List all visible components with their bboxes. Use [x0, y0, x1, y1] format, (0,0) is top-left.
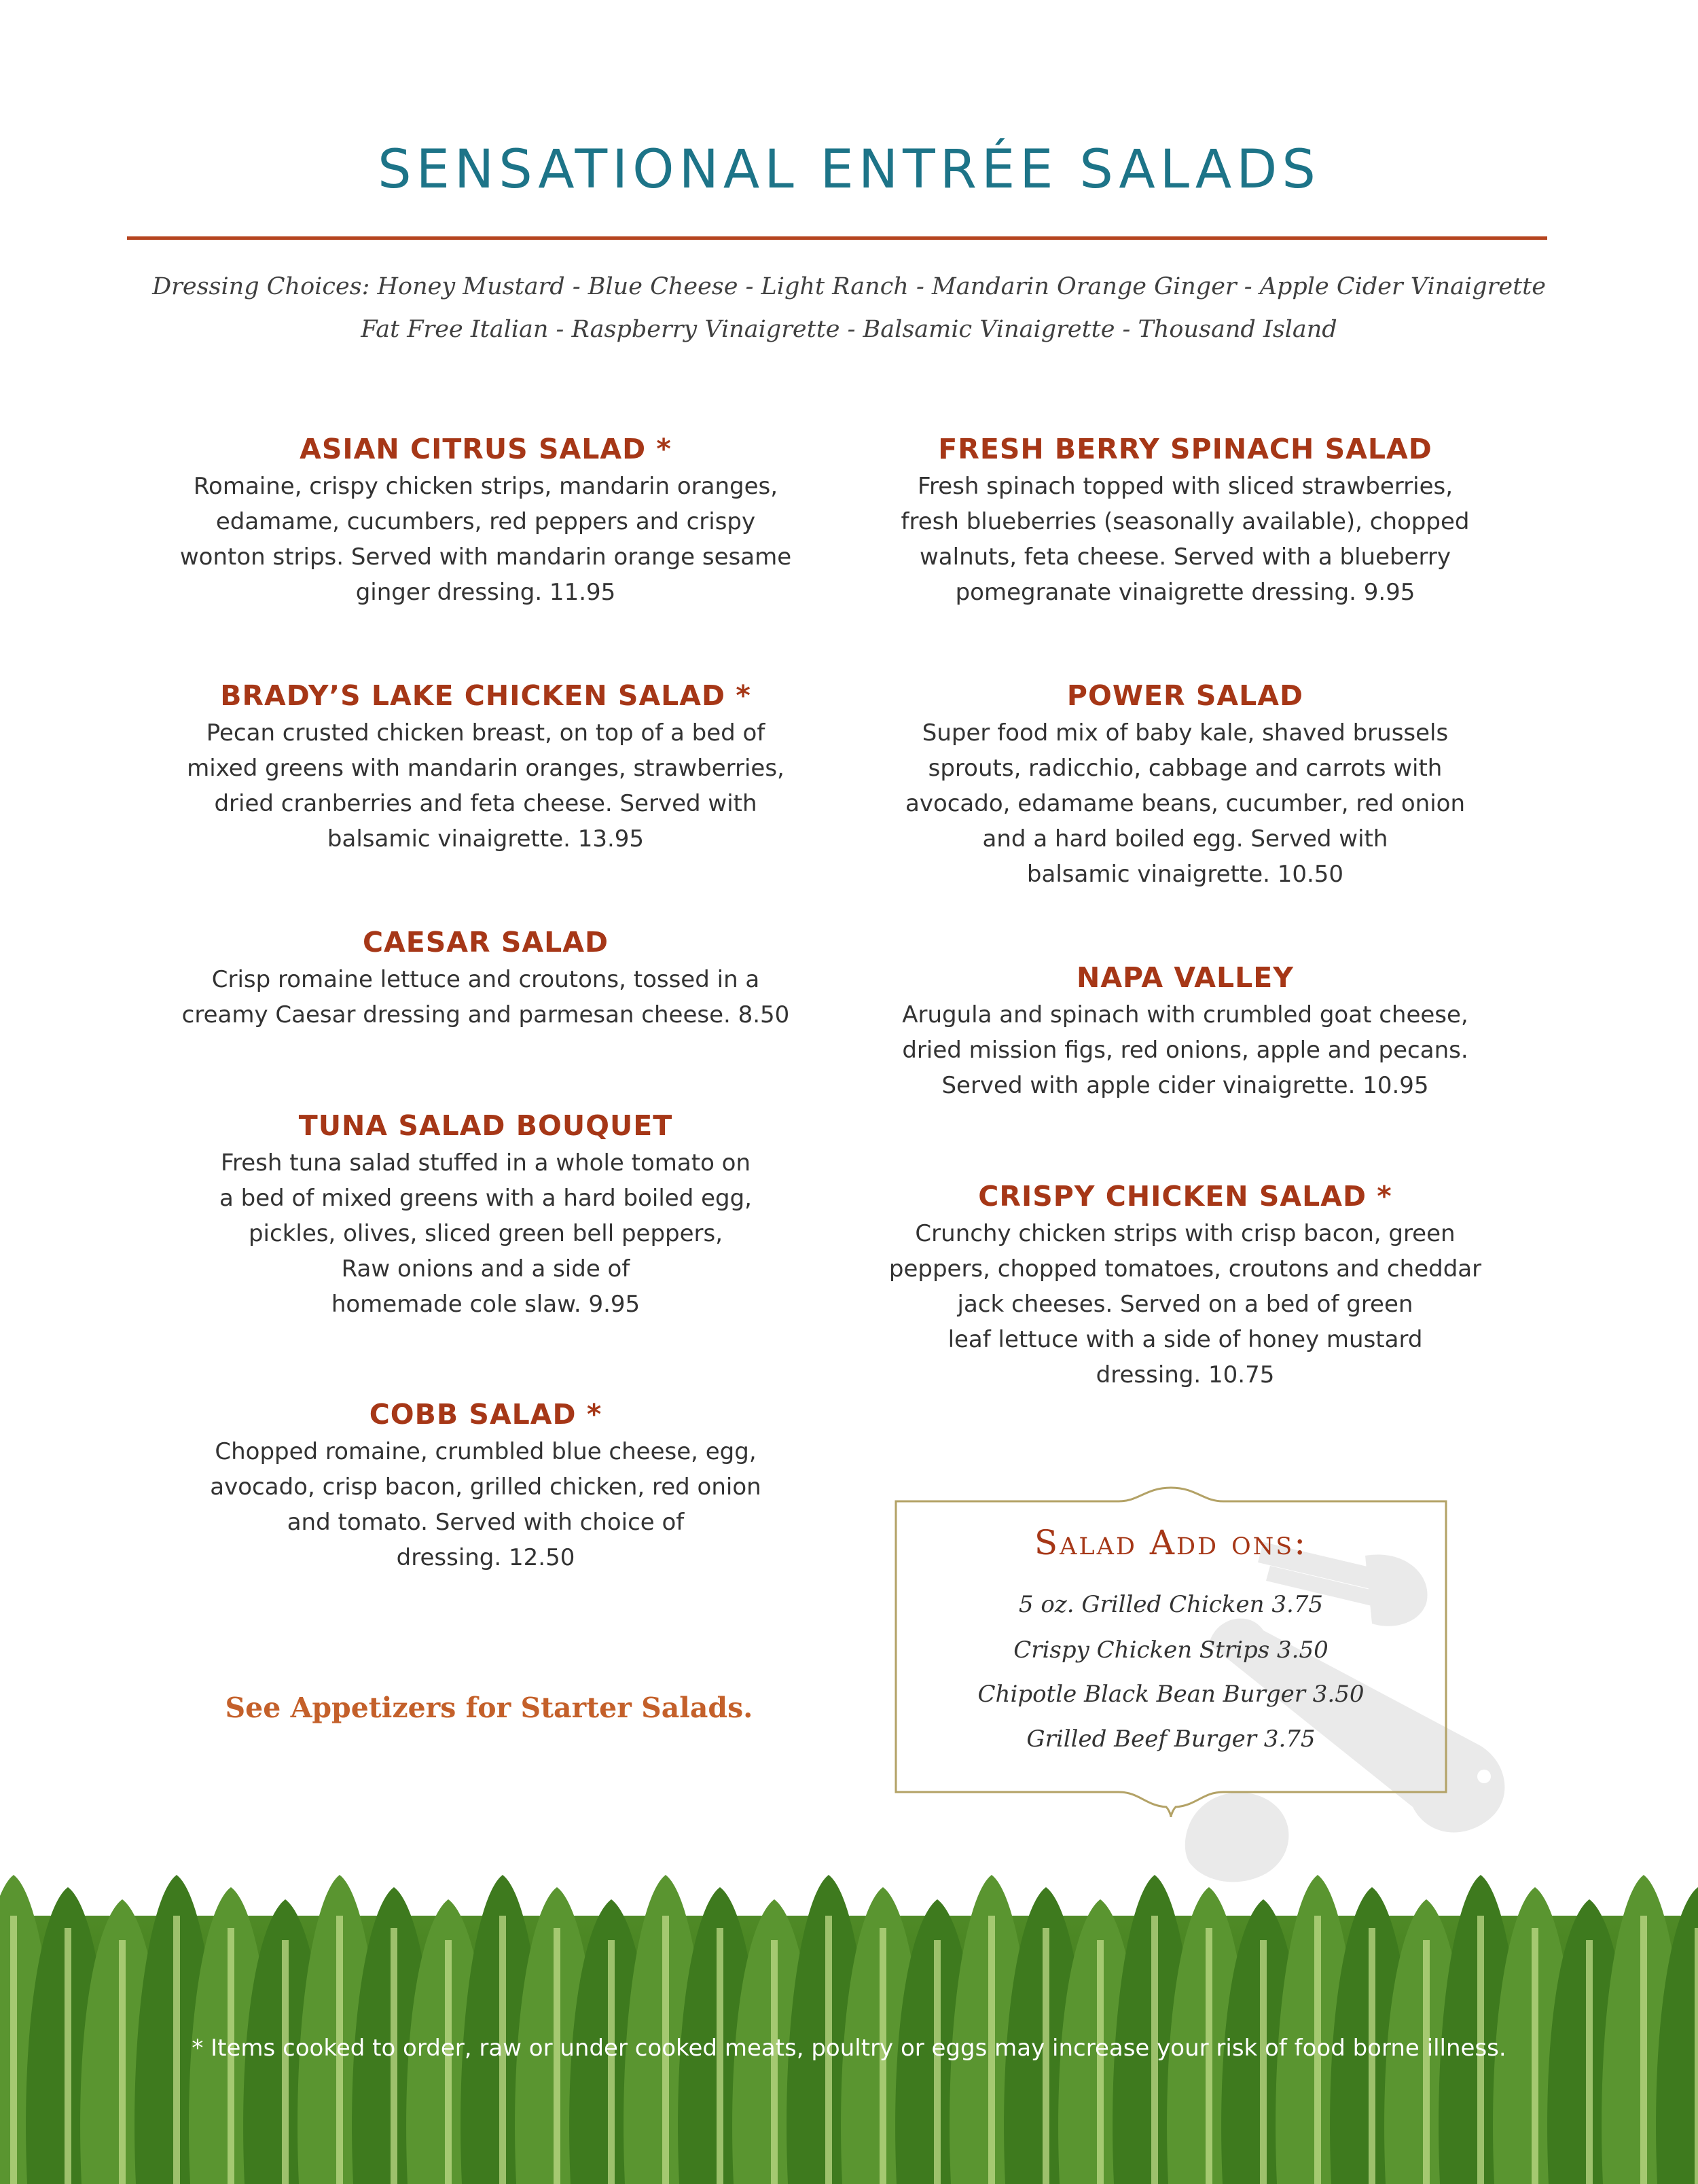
menu-item-line: jack cheeses. Served on a bed of green: [957, 1291, 1413, 1318]
lettuce-border-image: [0, 1861, 1698, 2184]
addon-item: Chipotle Black Bean Burger 3.50: [977, 1681, 1365, 1708]
addon-item: Grilled Beef Burger 3.75: [1026, 1725, 1316, 1753]
menu-item: [170, 1395, 801, 1575]
menu-item-line: peppers, chopped tomatoes, croutons and cheddar: [888, 1255, 1482, 1283]
menu-item: [170, 1106, 801, 1322]
dressing-choices-line-1: Dressing Choices: Honey Mustard - Blue Cheese - Light Ranch - Mandarin Orange Ginger - Apple Cider Vinaigrette: [152, 273, 1546, 300]
menu-item: [170, 429, 801, 610]
menu-item-line: Romaine, crispy chicken strips, mandarin oranges,: [193, 473, 778, 500]
menu-item-name: CAESAR SALAD: [362, 926, 609, 959]
menu-item-name: POWER SALAD: [1066, 679, 1304, 712]
menu-item-line: dressing. 12.50: [396, 1544, 575, 1571]
menu-item: [170, 676, 801, 857]
menu-item-name: NAPA VALLEY: [1077, 961, 1294, 994]
food-safety-footnote: * Items cooked to order, raw or under cooked meats, poultry or eggs may increase your risk of food borne illness.: [192, 2035, 1506, 2062]
addon-item: 5 oz. Grilled Chicken 3.75: [1018, 1591, 1324, 1618]
menu-item: [866, 1177, 1504, 1393]
menu-item-line: sprouts, radicchio, cabbage and carrots with: [928, 755, 1443, 782]
menu-item-line: fresh blueberries (seasonally available), chopped: [901, 508, 1470, 535]
menu-item-line: pomegranate vinaigrette dressing. 9.95: [955, 579, 1415, 606]
menu-item-name: BRADY’S LAKE CHICKEN SALAD *: [220, 679, 751, 712]
menu-item-line: and tomato. Served with choice of: [287, 1509, 685, 1536]
menu-item-name: FRESH BERRY SPINACH SALAD: [938, 433, 1432, 465]
menu-item-line: a bed of mixed greens with a hard boiled egg,: [219, 1185, 752, 1212]
menu-item-line: wonton strips. Served with mandarin orange sesame: [179, 543, 792, 571]
menu-item-line: edamame, cucumbers, red peppers and crispy: [215, 508, 756, 535]
menu-item-line: balsamic vinaigrette. 10.50: [1026, 861, 1344, 888]
menu-item-line: walnuts, feta cheese. Served with a blueberry: [920, 543, 1451, 571]
menu-item-line: Raw onions and a side of: [341, 1255, 630, 1283]
left-column: [170, 0, 801, 1766]
menu-item-line: Pecan crusted chicken breast, on top of a bed of: [206, 719, 765, 747]
menu-item-name: TUNA SALAD BOUQUET: [298, 1109, 673, 1142]
menu-item-line: avocado, crisp bacon, grilled chicken, red onion: [210, 1473, 761, 1501]
dressing-choices-line-2: Fat Free Italian - Raspberry Vinaigrette - Balsamic Vinaigrette - Thousand Island: [361, 316, 1337, 343]
menu-item: [866, 676, 1504, 892]
menu-item: [866, 429, 1504, 610]
menu-item-line: Chopped romaine, crumbled blue cheese, egg,: [215, 1438, 757, 1465]
see-appetizers-note: See Appetizers for Starter Salads.: [225, 1691, 753, 1724]
menu-item-line: dried cranberries and feta cheese. Served with: [214, 790, 757, 817]
menu-item-line: Fresh spinach topped with sliced strawberries,: [917, 473, 1453, 500]
menu-item-line: Crisp romaine lettuce and croutons, tossed in a: [211, 966, 760, 993]
menu-item-line: balsamic vinaigrette. 13.95: [327, 825, 645, 853]
menu-item-line: creamy Caesar dressing and parmesan cheese. 8.50: [181, 1001, 790, 1028]
menu-item-name: CRISPY CHICKEN SALAD *: [978, 1180, 1392, 1213]
menu-item-line: dressing. 10.75: [1096, 1361, 1275, 1389]
menu-item-line: ginger dressing. 11.95: [355, 579, 616, 606]
menu-item-line: mixed greens with mandarin oranges, strawberries,: [187, 755, 784, 782]
menu-item-line: Super food mix of baby kale, shaved brussels: [922, 719, 1449, 747]
menu-item-line: Served with apple cider vinaigrette. 10.95: [941, 1072, 1429, 1099]
menu-item: [170, 923, 801, 1033]
menu-item-name: ASIAN CITRUS SALAD *: [300, 433, 672, 465]
addon-item: Crispy Chicken Strips 3.50: [1013, 1636, 1329, 1664]
menu-item: [866, 958, 1504, 1103]
menu-item-line: dried mission figs, red onions, apple and pecans.: [902, 1037, 1468, 1064]
menu-item-line: Crunchy chicken strips with crisp bacon, green: [915, 1220, 1456, 1247]
menu-item-line: leaf lettuce with a side of honey mustard: [947, 1326, 1423, 1353]
menu-item-name: COBB SALAD *: [369, 1398, 602, 1431]
menu-item-line: Fresh tuna salad stuffed in a whole tomato on: [220, 1149, 751, 1177]
menu-item-line: and a hard boiled egg. Served with: [982, 825, 1388, 853]
page-title: SENSATIONAL ENTRÉE SALADS: [378, 139, 1320, 200]
menu-item-line: pickles, olives, sliced green bell peppers,: [248, 1220, 723, 1247]
addons-title: Salad Add ons:: [1034, 1523, 1308, 1562]
menu-item-line: Arugula and spinach with crumbled goat cheese,: [902, 1001, 1468, 1028]
menu-item-line: avocado, edamame beans, cucumber, red onion: [905, 790, 1466, 817]
menu-item-line: homemade cole slaw. 9.95: [331, 1291, 640, 1318]
